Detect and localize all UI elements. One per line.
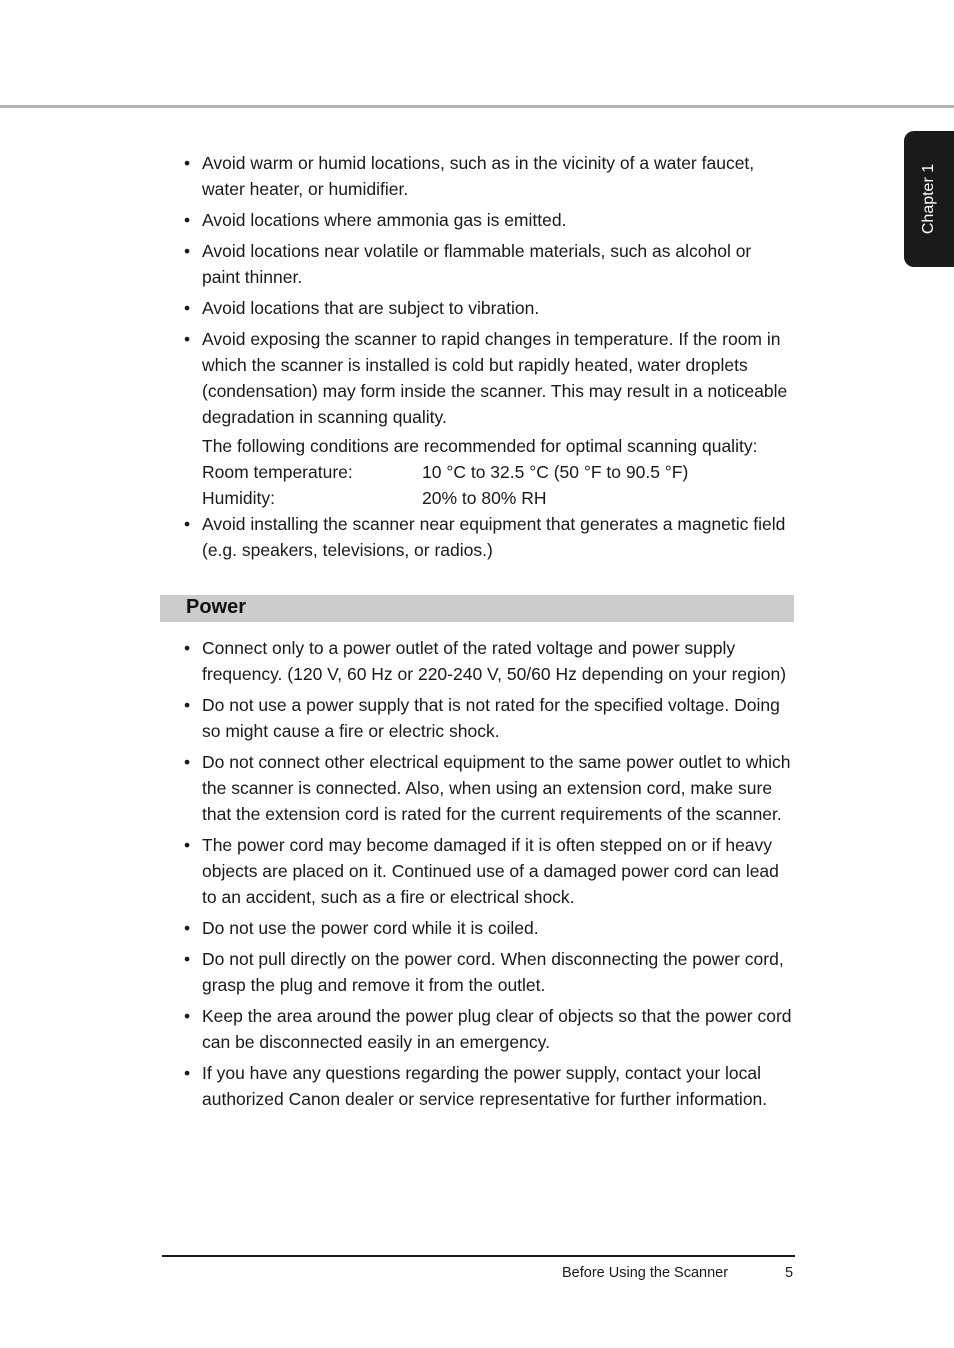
list-item: • Connect only to a power outlet of the rated voltage and power supply frequency. (120 V, 60 Hz or 220-240 V, 50/60 Hz depending on your region) [182, 635, 794, 687]
list-item: • Avoid locations near volatile or flammable materials, such as alcohol or paint thinner. [182, 238, 794, 290]
room-temperature-row [202, 459, 794, 485]
environment-list-continued [182, 511, 794, 563]
list-item: • Do not use a power supply that is not rated for the specified voltage. Doing so might cause a fire or electric shock. [182, 692, 794, 744]
humidity-row [202, 485, 794, 511]
power-heading-bar [160, 595, 794, 622]
room-temperature-value: 10 °C to 32.5 °C (50 °F to 90.5 °F) [422, 462, 689, 482]
environment-section [182, 150, 794, 568]
room-temperature-label: Room temperature: [202, 462, 353, 482]
list-item: • Avoid locations where ammonia gas is emitted. [182, 207, 794, 233]
conditions-intro: The following conditions are recommended for optimal scanning quality: [202, 436, 758, 456]
chapter-tab[interactable] [904, 131, 954, 267]
list-item: • Do not pull directly on the power cord. When disconnecting the power cord, grasp the plug and remove it from the outlet. [182, 946, 794, 998]
list-item: • Avoid locations that are subject to vibration. [182, 295, 794, 321]
recommended-conditions [182, 433, 794, 511]
list-item: • The power cord may become damaged if it is often stepped on or if heavy objects are placed on it. Continued use of a damaged power cord can lead to an accident, such as a fire or electrical shock. [182, 832, 794, 910]
power-heading: Power [186, 596, 247, 618]
header-rule [0, 105, 954, 108]
environment-list [182, 150, 794, 430]
footer-title: Before Using the Scanner [562, 1265, 729, 1281]
humidity-label: Humidity: [202, 488, 275, 508]
list-item: • Do not connect other electrical equipment to the same power outlet to which the scanner is connected. Also, when using an extension cord, make sure that the extension cord is rated for the current requirements of the scanner. [182, 749, 794, 827]
list-item: • If you have any questions regarding the power supply, contact your local authorized Canon dealer or service representative for further information. [182, 1060, 794, 1112]
power-section [182, 635, 794, 1117]
list-item: • Avoid installing the scanner near equipment that generates a magnetic field (e.g. speakers, televisions, or radios.) [182, 511, 794, 563]
list-item: • Keep the area around the power plug clear of objects so that the power cord can be disconnected easily in an emergency. [182, 1003, 794, 1055]
page-number: 5 [785, 1265, 794, 1281]
list-item: • Avoid warm or humid locations, such as in the vicinity of a water faucet, water heater, or humidifier. [182, 150, 794, 202]
list-item: • Do not use the power cord while it is coiled. [182, 915, 794, 941]
chapter-tab-label: Chapter 1 [920, 163, 937, 235]
power-list [182, 635, 794, 1112]
list-item: • Avoid exposing the scanner to rapid changes in temperature. If the room in which the scanner is installed is cold but rapidly heated, water droplets (condensation) may form inside the scanner. This may result in a noticeable degradation in scanning quality. [182, 326, 794, 430]
footer-rule [162, 1255, 795, 1257]
humidity-value: 20% to 80% RH [422, 488, 547, 508]
